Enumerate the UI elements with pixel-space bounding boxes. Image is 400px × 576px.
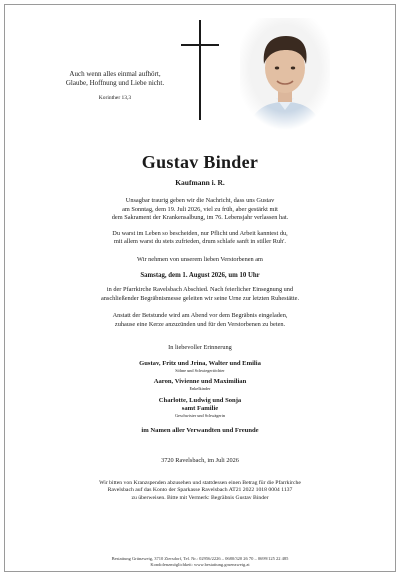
mourner-relation: Enkelkinder bbox=[189, 386, 211, 391]
verse-line: mit allem warst du stets zufrieden, drum schlafe sanft in stiller Ruh'. bbox=[114, 238, 286, 245]
all-relatives: im Namen aller Verwandten und Freunde bbox=[141, 427, 259, 434]
donation-line: Ravelsbach auf das Konto der Sparkasse Ravelsbach AT21 2022 1018 0004 1137 bbox=[107, 487, 293, 493]
mourner-relation: Geschwister und Schwägerin bbox=[174, 412, 226, 418]
main-text bbox=[20, 152, 380, 502]
prayer-note bbox=[20, 312, 380, 329]
quote-line: Auch wenn alles einmal aufhört, bbox=[69, 70, 161, 78]
memory-label: In liebevoller Erinnerung bbox=[168, 344, 232, 351]
donation-line: Wir bitten von Kranzspenden abzusehen und stattdessen einen Betrag für die Pfarrkirche bbox=[99, 479, 301, 486]
funeral-date: Samstag, dem 1. August 2026, um 10 Uhr bbox=[140, 272, 260, 279]
quote-line: Glaube, Hoffnung und Liebe nicht. bbox=[65, 79, 165, 87]
place-date: 3720 Ravelsbach, im Juli 2026 bbox=[161, 457, 239, 464]
farewell-intro: Wir nehmen von unserem lieben Verstorbenen am bbox=[137, 255, 263, 263]
funeral-details-line: in der Pfarrkirche Ravelsbach Abschied. Nach feierlicher Einsegnung und bbox=[106, 286, 294, 293]
condolence-link[interactable]: Kondolenzmöglichkeit: www.bestattung.gruenzweig.at bbox=[150, 562, 250, 567]
donation-line: zu überweisen. Bitte mit Vermerk: Begräbnis Gustav Binder bbox=[131, 494, 269, 501]
deceased-title: Kaufmann i. R. bbox=[175, 178, 225, 187]
mourner-names-2: samt Familie bbox=[181, 404, 219, 412]
bible-quote bbox=[40, 70, 190, 103]
mourner-group bbox=[20, 360, 380, 374]
announcement bbox=[20, 197, 380, 223]
funeral-home-contact: Bestattung Grünzweig, 3710 Ziersdorf, Tel. Nr.: 02956/2226 – 0680/320 26 70 – 0699/125 22 485 bbox=[111, 556, 289, 561]
portrait-photo bbox=[240, 18, 330, 130]
mourner-names: Gustav, Fritz und Jrina, Walter und Emilia bbox=[139, 359, 261, 367]
funeral-details-line: anschließender Begräbnismesse geleiten wir seine Urne zur letzten Ruhestätte. bbox=[100, 294, 300, 302]
deceased-name: Gustav Binder bbox=[141, 152, 259, 172]
verse-line: Du warst im Leben so bescheiden, nur Pflicht und Arbeit kanntest du, bbox=[112, 229, 288, 237]
announcement-line: am Sonntag, dem 19. Juli 2026, viel zu früh, aber gestärkt mit bbox=[122, 205, 278, 213]
donation-note bbox=[20, 480, 380, 503]
announcement-line: Unsagbar traurig geben wir die Nachricht, dass uns Gustav bbox=[125, 197, 275, 204]
mourner-group bbox=[20, 397, 380, 419]
mourner-group bbox=[20, 378, 380, 392]
prayer-note-line: zuhause eine Kerze anzuzünden und für den Verstorbenen zu beten. bbox=[114, 320, 286, 328]
quote-source: Korinther 13,3 bbox=[98, 95, 132, 101]
mourner-relation: Söhne und Schwiegertöchter bbox=[175, 367, 225, 373]
cross-icon bbox=[181, 20, 219, 120]
verse bbox=[20, 230, 380, 247]
prayer-note-line: Anstatt der Betstunde wird am Abend vor dem Begräbnis eingeladen, bbox=[112, 312, 288, 319]
announcement-line: dem Sakrament der Krankensalbung, im 76. Lebensjahr verlassen hat. bbox=[111, 214, 289, 221]
footer bbox=[20, 556, 380, 568]
funeral-details bbox=[20, 286, 380, 303]
mourner-names: Aaron, Vivienne und Maximilian bbox=[153, 378, 247, 385]
mourner-names: Charlotte, Ludwig und Sonja bbox=[158, 396, 242, 404]
